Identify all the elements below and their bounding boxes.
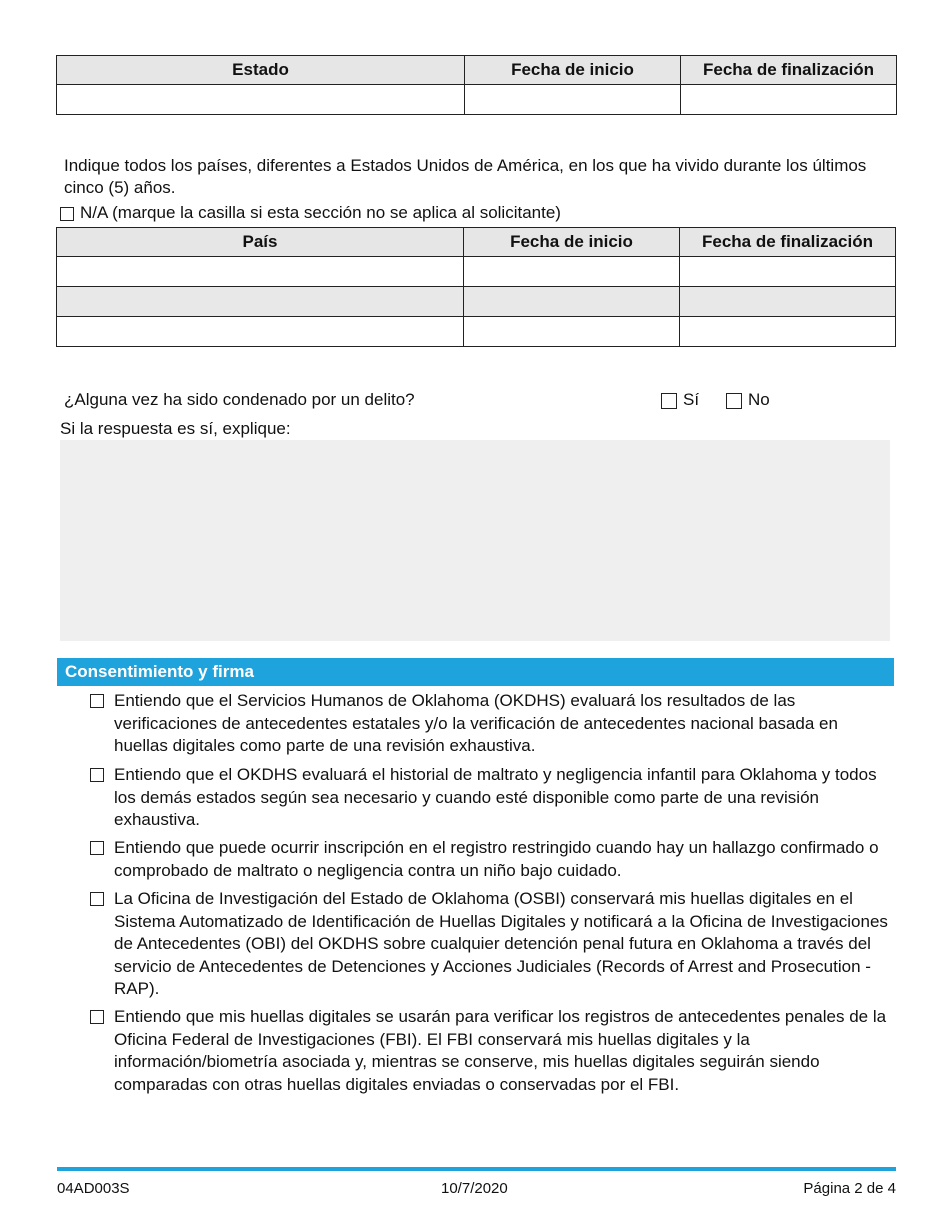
consent-text-2: Entiendo que el OKDHS evaluará el historial de maltrato y negligencia infantil para Oklahoma y todos los demás estados según sea necesario y cuando esté disponible como parte de una revisión exhaustiva.: [114, 765, 877, 829]
consent-checkbox-1[interactable]: [90, 694, 104, 708]
country-start-date-input[interactable]: [464, 317, 680, 347]
state-table-header-end: Fecha de finalización: [681, 56, 897, 85]
yes-option: [661, 389, 699, 411]
consent-text-1: Entiendo que el Servicios Humanos de Oklahoma (OKDHS) evaluará los resultados de las verificaciones de antecedentes estatales y/o la verificación de antecedentes nacional basada en huellas digitales como parte de una revisión exhaustiva.: [114, 691, 838, 755]
country-input[interactable]: [57, 287, 464, 317]
form-number: 04AD003S: [57, 1180, 130, 1197]
consent-item-2: [90, 764, 895, 832]
no-checkbox[interactable]: [726, 393, 742, 409]
state-table: [56, 55, 897, 115]
consent-item-3: [90, 837, 895, 882]
countries-table: [56, 227, 896, 347]
countries-table-header-start: Fecha de inicio: [464, 228, 680, 257]
country-start-date-input[interactable]: [464, 257, 680, 287]
consent-text-3: Entiendo que puede ocurrir inscripción en el registro restringido cuando hay un hallazgo confirmado o comprobado de maltrato o negligencia contra un niño bajo cuidado.: [114, 838, 879, 880]
countries-prompt: Indique todos los países, diferentes a Estados Unidos de América, en los que ha vivido durante los últimos cinco (5) años.: [64, 156, 867, 197]
country-input[interactable]: [57, 257, 464, 287]
footer-divider: [57, 1167, 896, 1171]
form-date: 10/7/2020: [441, 1180, 508, 1197]
consent-item-5: [90, 1006, 895, 1096]
countries-table-header-end: Fecha de finalización: [680, 228, 896, 257]
consent-section-title: Consentimiento y firma: [57, 658, 894, 686]
consent-item-1: [90, 690, 895, 758]
country-start-date-input[interactable]: [464, 287, 680, 317]
consent-checkbox-5[interactable]: [90, 1010, 104, 1024]
countries-table-header-country: País: [57, 228, 464, 257]
country-end-date-input[interactable]: [680, 317, 896, 347]
state-cell-input[interactable]: [57, 85, 465, 115]
consent-checkbox-2[interactable]: [90, 768, 104, 782]
table-row: [57, 257, 896, 287]
consent-text-5: Entiendo que mis huellas digitales se usarán para verificar los registros de antecedentes penales de la Oficina Federal de Investigaciones (FBI). El FBI conservará mis huellas digitales y la información/biometría asociada y, mientras se conserve, mis huellas digitales seguirán siendo comparadas con otras huellas digitales enviadas o conservadas por el FBI.: [114, 1007, 887, 1094]
explain-label: Si la respuesta es sí, explique:: [60, 419, 291, 438]
state-table-header-estado: Estado: [57, 56, 465, 85]
explain-textarea[interactable]: [60, 440, 890, 641]
country-end-date-input[interactable]: [680, 287, 896, 317]
table-row: [57, 317, 896, 347]
crime-question: ¿Alguna vez ha sido condenado por un delito?: [64, 390, 415, 409]
state-table-header-start: Fecha de inicio: [465, 56, 681, 85]
na-checkbox[interactable]: [60, 207, 74, 221]
page-number: Página 2 de 4: [803, 1180, 896, 1197]
table-row: [57, 287, 896, 317]
state-end-date-input[interactable]: [681, 85, 897, 115]
no-label: No: [748, 390, 770, 409]
na-label: N/A (marque la casilla si esta sección no se aplica al solicitante): [80, 203, 561, 222]
consent-text-4: La Oficina de Investigación del Estado de Oklahoma (OSBI) conservará mis huellas digitales en el Sistema Automatizado de Identificación de Huellas Digitales y notificará a la Oficina de Investigaciones de Antecedentes (OBI) del OKDHS sobre cualquier detención penal futura en Oklahoma a través del servicio de Antecedentes de Detenciones y Acciones Judiciales (Records of Arrest and Prosecution - RAP).: [114, 889, 888, 998]
consent-item-4: [90, 888, 895, 1001]
yes-label: Sí: [683, 390, 700, 409]
country-input[interactable]: [57, 317, 464, 347]
na-row: [60, 202, 561, 224]
consent-checkbox-4[interactable]: [90, 892, 104, 906]
yes-checkbox[interactable]: [661, 393, 677, 409]
state-start-date-input[interactable]: [465, 85, 681, 115]
no-option: [726, 389, 770, 411]
country-end-date-input[interactable]: [680, 257, 896, 287]
consent-checkbox-3[interactable]: [90, 841, 104, 855]
